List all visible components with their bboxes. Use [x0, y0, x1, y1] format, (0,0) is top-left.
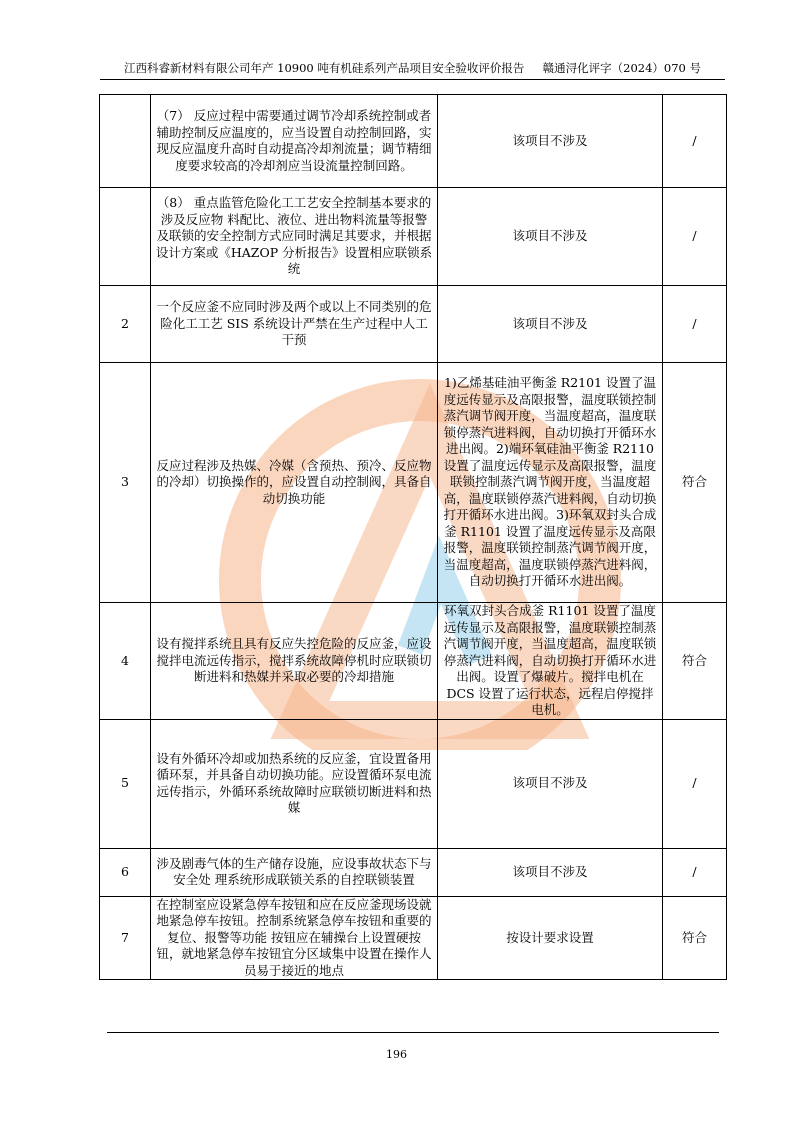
conclusion-cell: 符合	[663, 896, 727, 980]
row-number: 6	[100, 848, 151, 896]
row-number	[100, 95, 151, 188]
document-number: 赣通浔化评字（2024）070 号	[542, 61, 702, 75]
conclusion-cell: /	[663, 848, 727, 896]
report-title: 江西科睿新材料有限公司年产 10900 吨有机硅系列产品项目安全验收评价报告	[123, 61, 525, 75]
header-divider	[100, 79, 725, 80]
table-row	[100, 719, 727, 848]
status-cell: 1)乙烯基硅油平衡釜 R2101 设置了温度远传显示及高限报警，温度联锁控制蒸汽调节阀开度，当温度超高，温度联锁停蒸汽进料阀，自动切换打开循环水进出阀。2)端环氧硅油平衡釜 R2110 设置了温度远传显示及高限报警，温度联锁控制蒸汽调节阀开度，当温度超高，温度联锁停蒸汽进料阀，自动切换打开循环水进出阀。3)环氧双封头合成釜 R1101 设置了温度远传显示及高限报警，温度联锁控制蒸汽调节阀开度，当温度超高，温度联锁停蒸汽进料阀，自动切换打开循环水进出阀。	[438, 363, 663, 603]
page-number: 196	[386, 1048, 407, 1061]
requirement-cell: 涉及剧毒气体的生产储存设施，应设事故状态下与安全处 理系统形成联锁关系的自控联锁装置	[151, 848, 438, 896]
row-number: 4	[100, 603, 151, 720]
row-number	[100, 188, 151, 286]
requirement-cell: 设有外循环冷却或加热系统的反应釜，宜设置备用循环泵，并具备自动切换功能。应设置循环泵电流远传指示，外循环系统故障时应联锁切断进料和热媒	[151, 719, 438, 848]
page-header	[100, 60, 725, 80]
conclusion-cell: 符合	[663, 603, 727, 720]
status-cell: 按设计要求设置	[438, 896, 663, 980]
status-cell: 该项目不涉及	[438, 188, 663, 286]
conclusion-cell: /	[663, 719, 727, 848]
table-row	[100, 188, 727, 286]
requirement-cell: （7） 反应过程中需要通过调节冷却系统控制或者辅助控制反应温度的，应当设置自动控制回路，实现反应温度升高时自动提高冷却剂流量；调节精细度要求较高的冷却剂应当设流量控制回路。	[151, 95, 438, 188]
table-row	[100, 95, 727, 188]
conclusion-cell: /	[663, 95, 727, 188]
requirement-cell: 一个反应釜不应同时涉及两个或以上不同类别的危险化工工艺 SIS 系统设计严禁在生产过程中人工干预	[151, 286, 438, 363]
evaluation-table	[99, 94, 727, 980]
status-cell: 该项目不涉及	[438, 95, 663, 188]
row-number: 3	[100, 363, 151, 603]
footer-divider	[107, 1032, 719, 1033]
requirement-cell: 在控制室应设紧急停车按钮和应在反应釜现场设就地紧急停车按钮。控制系统紧急停车按钮和重要的复位、报警等功能 按钮应在辅操台上设置硬按钮，就地紧急停车按钮宜分区域集中设置在操作人员易于接近的地点	[151, 896, 438, 980]
status-cell: 该项目不涉及	[438, 848, 663, 896]
requirement-cell: （8） 重点监管危险化工工艺安全控制基本要求的涉及反应物 料配比、液位、进出物料流量等报警及联锁的安全控制方式应同时满足其要求，并根据设计方案或《HAZOP 分析报告》设置相应联锁系统	[151, 188, 438, 286]
row-number: 5	[100, 719, 151, 848]
table-row	[100, 363, 727, 603]
conclusion-cell: 符合	[663, 363, 727, 603]
status-cell: 该项目不涉及	[438, 719, 663, 848]
status-cell: 该项目不涉及	[438, 286, 663, 363]
table-row	[100, 848, 727, 896]
table-row	[100, 603, 727, 720]
conclusion-cell: /	[663, 188, 727, 286]
table-row	[100, 286, 727, 363]
row-number: 7	[100, 896, 151, 980]
conclusion-cell: /	[663, 286, 727, 363]
row-number: 2	[100, 286, 151, 363]
requirement-cell: 设有搅拌系统且具有反应失控危险的反应釜，应设搅拌电流远传指示，搅拌系统故障停机时应联锁切断进料和热媒并采取必要的冷却措施	[151, 603, 438, 720]
table-row	[100, 896, 727, 980]
status-cell: 环氧双封头合成釜 R1101 设置了温度远传显示及高限报警，温度联锁控制蒸汽调节阀开度，当温度超高，温度联锁停蒸汽进料阀，自动切换打开循环水进出阀。设置了爆破片。搅拌电机在 DCS 设置了运行状态，远程启停搅拌电机。	[438, 603, 663, 720]
requirement-cell: 反应过程涉及热媒、冷媒（含预热、预冷、反应物的冷却）切换操作的，应设置自动控制阀，具备自动切换功能	[151, 363, 438, 603]
